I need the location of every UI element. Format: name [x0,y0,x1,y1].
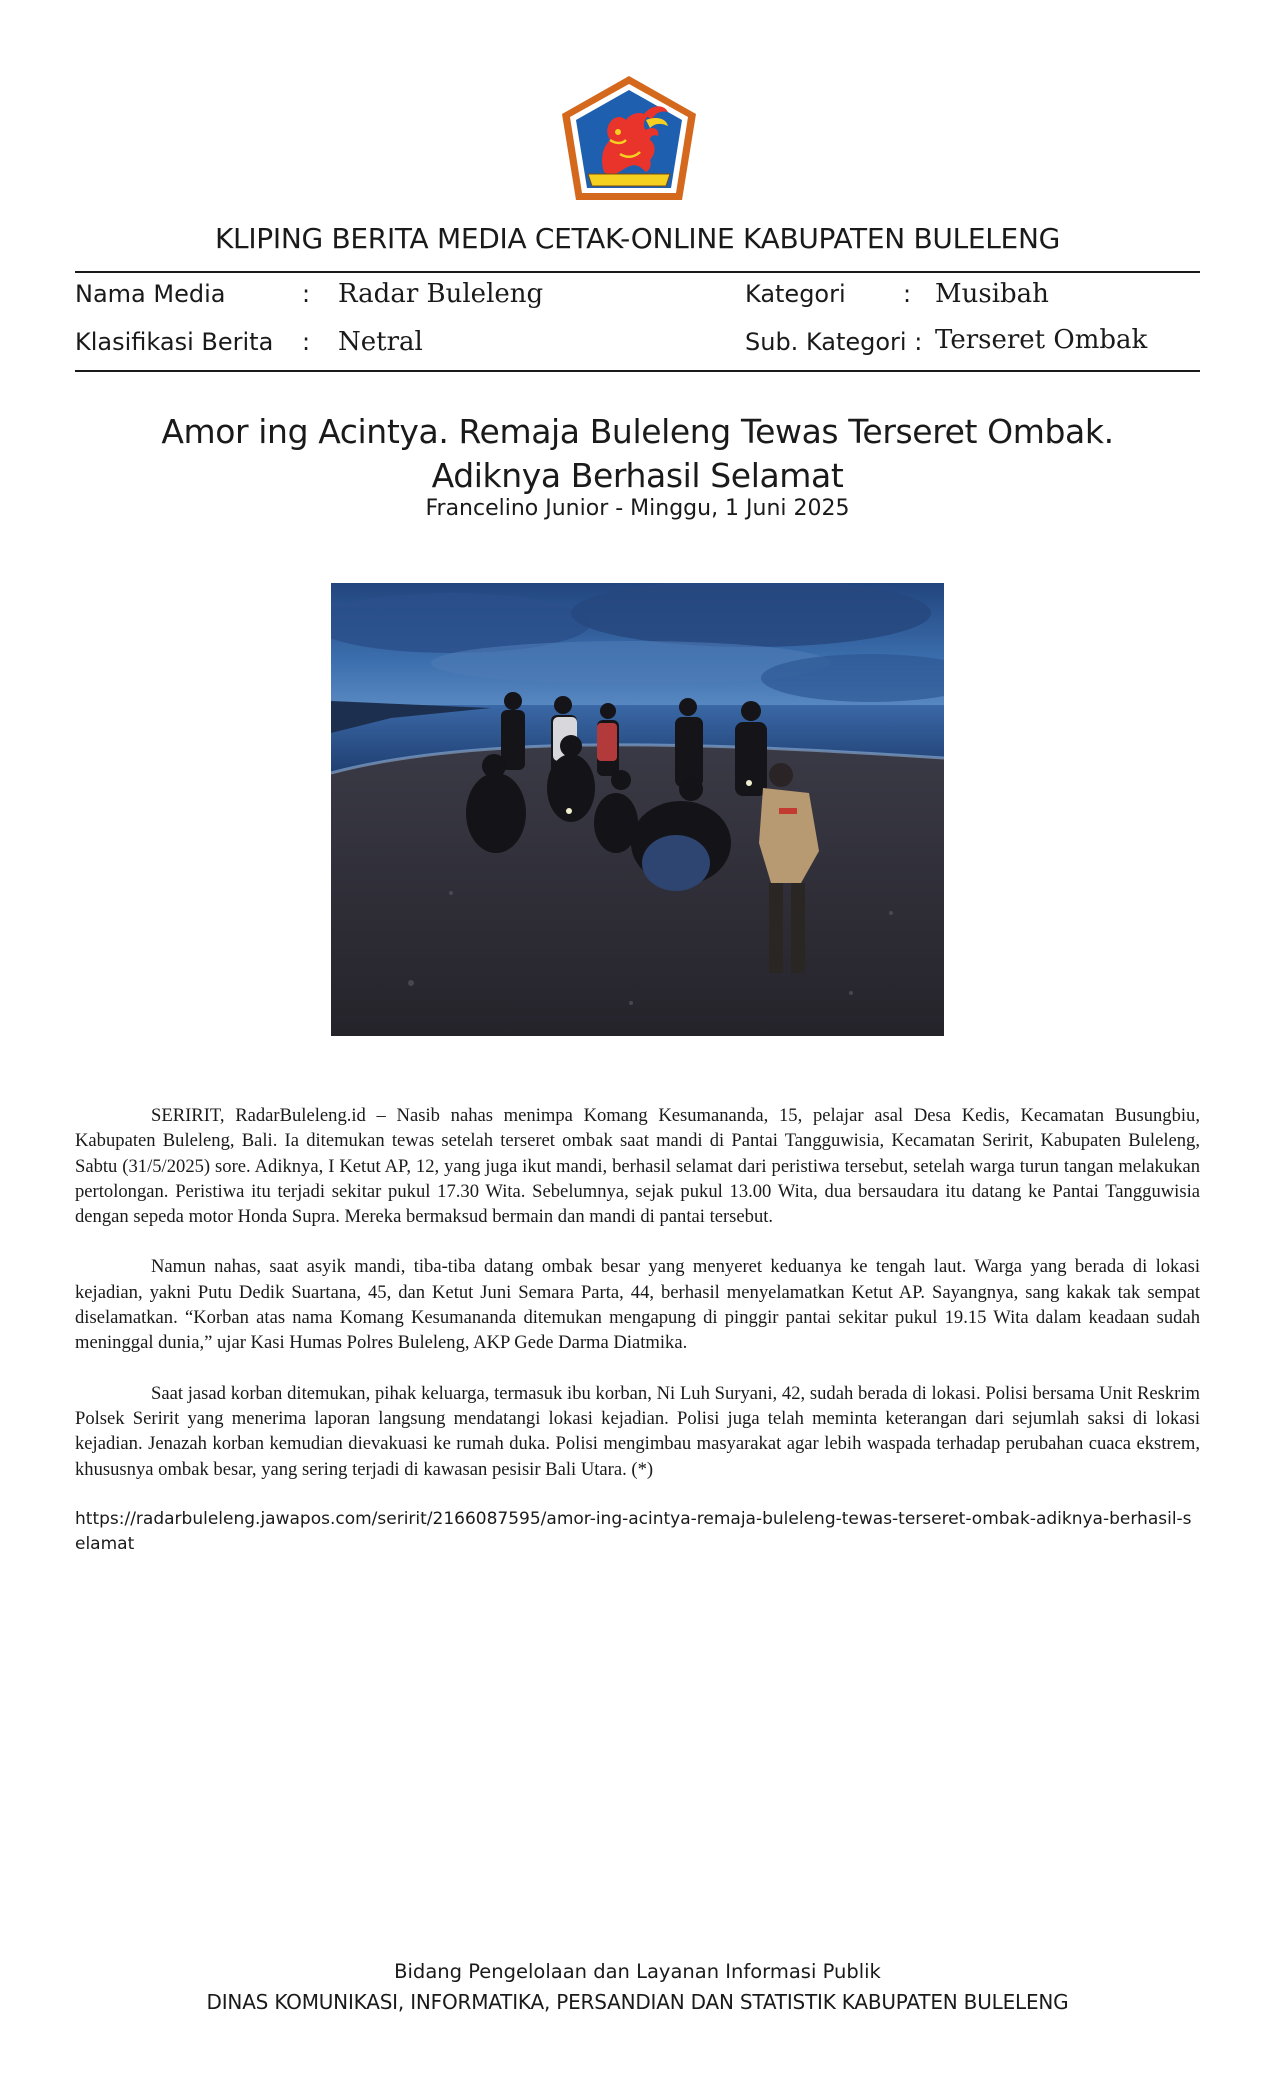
classification-value: Netral [338,327,423,357]
media-name-colon: : [302,280,311,308]
header-bottom-divider [75,370,1200,372]
article-paragraph-3: Saat jasad korban ditemukan, pihak keluarga, termasuk ibu korban, Ni Luh Suryani, 42, sudah berada di lokasi. Polisi bersama Unit Reskrim Polsek Seririt yang menerima laporan langsung mendatangi lokasi kejadian. Polisi juga telah meminta keterangan dari sejumlah saksi di lokasi kejadian. Jenazah korban kemudian dievakuasi ke rumah duka. Polisi mengimbau masyarakat agar lebih waspada terhadap perubahan cuaca ekstrem, khususnya ombak besar, yang sering terjadi di kawasan pesisir Bali Utara. (*) [75,1382,1200,1480]
subcategory-value: Terseret Ombak [935,325,1148,355]
headline-line-1: Amor ing Acintya. Remaja Buleleng Tewas Terseret Ombak. [161,412,1114,451]
category-value: Musibah [935,279,1049,309]
footer-department: Bidang Pengelolaan dan Layanan Informasi Publik [394,1960,881,1983]
header-top-divider [75,271,1200,273]
classification-label: Klasifikasi Berita [75,328,274,356]
category-colon: : [903,280,912,308]
singa-ambara-raja-crest-icon [560,74,698,202]
category-label: Kategori [745,280,846,308]
beach-rescue-photo-icon [331,583,944,1036]
classification-colon: : [302,328,311,356]
article-headline [0,410,1275,498]
article-paragraph-1: SERIRIT, RadarBuleleng.id – Nasib nahas menimpa Komang Kesumananda, 15, pelajar asal Desa Kedis, Kecamatan Busungbiu, Kabupaten Buleleng, Bali. Ia ditemukan tewas setelah terseret ombak saat mandi di Pantai Tangguwisia, Kecamatan Seririt, Kabupaten Buleleng, Sabtu (31/5/2025) sore. Adiknya, I Ketut AP, 12, yang juga ikut mandi, berhasil selamat dari peristiwa tersebut, setelah warga turun tangan melakukan pertolongan. Peristiwa itu terjadi sekitar pukul 17.30 Wita. Sebelumnya, sejak pukul 13.00 Wita, dua bersaudara itu datang ke Pantai Tangguwisia dengan sepeda motor Honda Supra. Mereka bermaksud bermain dan mandi di pantai tersebut. [75,1105,1200,1228]
subcategory-label: Sub. Kategori : [745,328,923,356]
article-byline: Francelino Junior - Minggu, 1 Juni 2025 [425,496,850,521]
document-title: KLIPING BERITA MEDIA CETAK-ONLINE KABUPATEN BULELENG [214,222,1060,255]
source-link[interactable]: https://radarbuleleng.jawapos.com/seririt/2166087595/amor-ing-acintya-remaja-buleleng-tewas-terseret-ombak-adiknya-berhasil-selamat [75,1509,1192,1554]
article-body [75,1103,1200,1507]
headline-line-2: Adiknya Berhasil Selamat [431,456,844,495]
media-name-value: Radar Buleleng [338,279,544,309]
media-name-label: Nama Media [75,280,226,308]
footer-agency: DINAS KOMUNIKASI, INFORMATIKA, PERSANDIAN DAN STATISTIK KABUPATEN BULELENG [206,1990,1069,2014]
article-paragraph-2: Namun nahas, saat asyik mandi, tiba-tiba datang ombak besar yang menyeret keduanya ke tengah laut. Warga yang berada di lokasi kejadian, yakni Putu Dedik Suartana, 45, dan Ketut Juni Semara Parta, 44, berhasil menyelamatkan Ketut AP. Sayangnya, sang kakak tak sempat diselamatkan. “Korban atas nama Komang Kesumananda ditemukan mengapung di pinggir pantai sekitar pukul 19.15 Wita dalam keadaan sudah meninggal dunia,” ujar Kasi Humas Polres Buleleng, AKP Gede Darma Diatmika. [75,1256,1200,1354]
